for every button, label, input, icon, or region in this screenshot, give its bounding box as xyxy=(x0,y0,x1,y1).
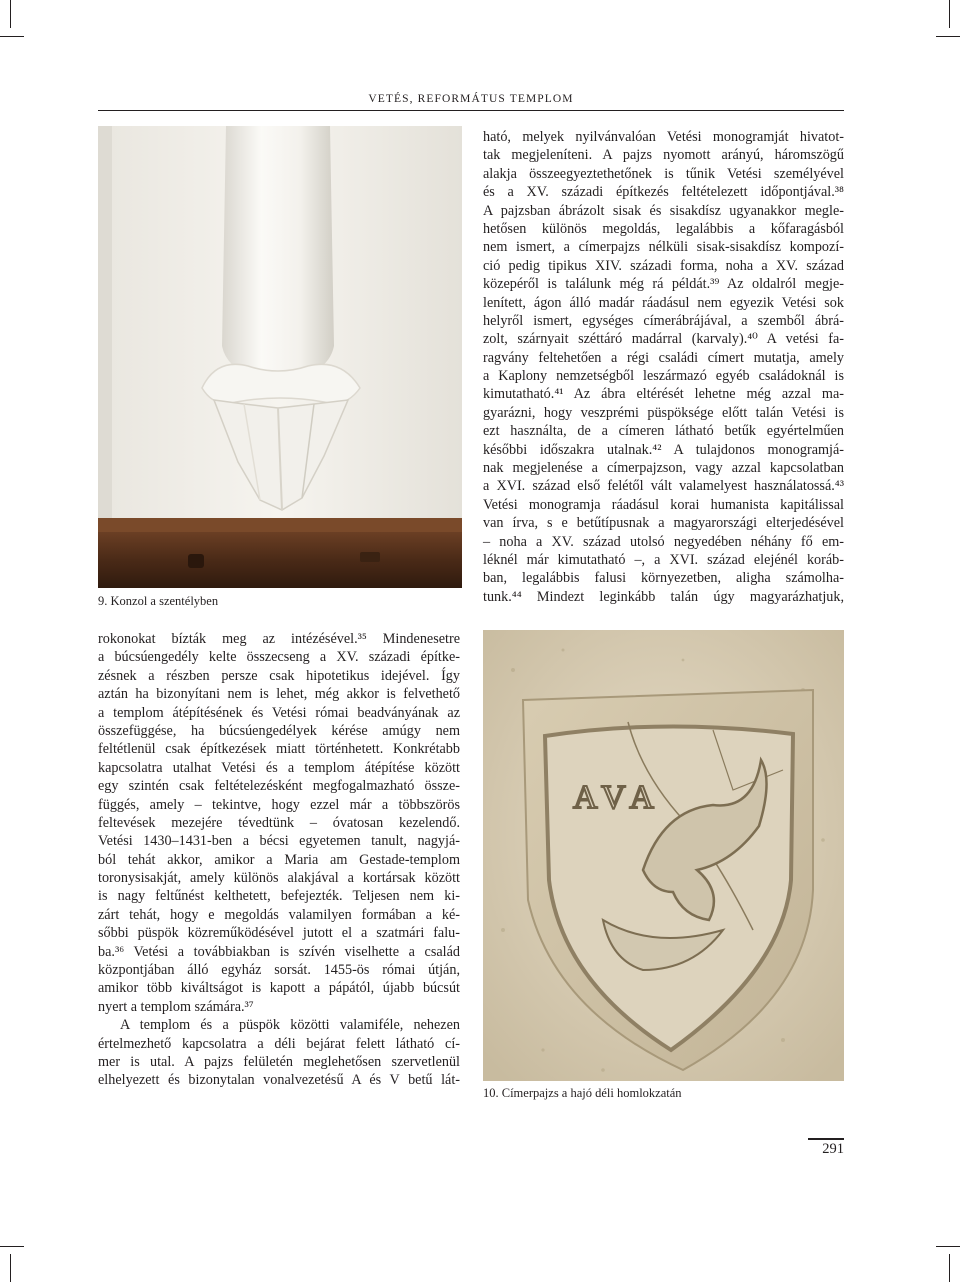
text-line: kimutatható.⁴¹ Az ábra eltérését lehetne még azzal ma- xyxy=(483,386,844,403)
text-line: értelmezhető kapcsolatra a déli bejárat felett látható cí- xyxy=(98,1035,460,1052)
text-line: van írva, s e betűtípusnak a magyarországi elterjedésével xyxy=(483,515,844,532)
text-line: ba.³⁶ Vetési a továbbiakban is szívén viselhette a család xyxy=(98,943,460,960)
text-line: ból tehát akkor, amikor a Maria am Gestade-templom xyxy=(98,851,460,868)
text-line: nyert a templom számára.³⁷ xyxy=(98,998,254,1015)
crop-mark-bottom-right xyxy=(949,1254,950,1282)
folio-rule xyxy=(808,1138,844,1140)
text-line: ban, legalábbis falusi környezetben, aligha számolha- xyxy=(483,570,844,587)
text-line: A pajzsban ábrázolt sisak és sisakdísz ugyanakkor megle- xyxy=(483,202,844,219)
text-line: a XVI. század első felétől vált valamelyest használatossá.⁴³ xyxy=(483,478,844,495)
text-line: összefüggése, ha búcsúengedélyek kérése amúgy nem xyxy=(98,722,460,739)
text-line: függés, amely – tekintve, hogy ezzel már a többszörös xyxy=(98,796,460,813)
text-line: zolt, szárnyait széttáró madárral (karvaly).⁴⁰ A vetési fa- xyxy=(483,331,844,348)
text-line: kapcsolatra utalhat Vetési és a templom átépítése között xyxy=(98,759,460,776)
crop-mark-top-left xyxy=(10,0,11,28)
text-line: ható, melyek nyilvánvalóan Vetési monogramját hivatot- xyxy=(483,129,844,145)
text-line: feltétlenül csak építkezések miatt történhetett. Konkrétabb xyxy=(98,741,460,758)
text-line: zésnek a részben persze csak hipotetikus idejével. Így xyxy=(98,667,460,684)
text-line: helyről ismert, egységes címerábrájával, a szemből ábrá- xyxy=(483,312,844,329)
text-line: későbbi időszakra utalnak.⁴² A tulajdonos monogramjá- xyxy=(483,441,844,458)
text-line: aztán ha bizonyítani nem is lehet, még akkor is felvethető xyxy=(98,686,460,703)
figure-10-caption: 10. Címerpajzs a hajó déli homlokzatán xyxy=(483,1086,682,1100)
text-line: rokonokat bízták meg az intézésével.³⁵ Mindenesetre xyxy=(98,631,460,647)
crop-mark-bottom-left xyxy=(10,1254,11,1282)
coat-of-arms-illustration xyxy=(483,630,844,1081)
text-line: gyarázni, hogy veszprémi püspöksége előtt talán Vetési is xyxy=(483,404,844,421)
console-illustration xyxy=(98,126,462,588)
text-line: léknél már kimutatható –, a XVI. század elejénél koráb- xyxy=(483,551,844,568)
text-line: feltevések mezejére tévedtünk – óvatosan kezelendő. xyxy=(98,814,460,831)
figure-console-photo xyxy=(98,126,462,588)
text-line: a búcsúengedély kelte összecseng a XV. századi építke- xyxy=(98,649,460,666)
page-number: 291 xyxy=(822,1141,844,1157)
text-line: ezt használta, de a címeren látható betűk egyértelműen xyxy=(483,423,844,440)
text-line: zárt tehát, hogy e megoldás valamilyen formában a ké- xyxy=(98,906,460,923)
text-line: is nagy feltűnést kelthetett, befejezték. Teljesen nem ki- xyxy=(98,888,460,905)
crop-mark-bottom-left-h xyxy=(0,1246,24,1247)
text-line: A templom és a püspök közötti valamiféle, nehezen xyxy=(120,1017,460,1034)
text-line: ragvány feltehetően a régi családi címert mutatja, amely xyxy=(483,349,844,366)
crop-mark-top-right-h xyxy=(936,36,960,37)
text-line: – noha a XV. század utolsó negyedében néhány fő em- xyxy=(483,533,844,550)
text-line: toronysisakját, amely különös alakjával a kortársak között xyxy=(98,870,460,887)
text-line: elhelyezett és bizonytalan vonalvezetésű A és V betű lát- xyxy=(98,1072,460,1089)
figure-9-caption: 9. Konzol a szentélyben xyxy=(98,594,219,608)
text-line: tak megjeleníteni. A pajzs nyomott arányú, háromszögű xyxy=(483,147,844,164)
text-line: Vetési monogramja ráadásul korai humanista kapitálissal xyxy=(483,496,844,513)
text-line: alakja összeegyeztethetőnek is tűnik Vetési személyével xyxy=(483,165,844,182)
running-head: VETÉS, REFORMÁTUS TEMPLOM xyxy=(368,93,574,105)
text-line: nak megjelenése a címerpajzson, vagy azzal kapcsolatban xyxy=(483,460,844,477)
body-text-right-column xyxy=(483,128,844,606)
text-line: központjában álló egyház sorsát. 1455-ös római útján, xyxy=(98,962,460,979)
text-line: ció pedig tipikus XIV. századi forma, noha a XV. század xyxy=(483,257,844,274)
shield-monogram: AVA xyxy=(573,779,662,816)
text-line: tunk.⁴⁴ Mindezt leginkább talán úgy magyarázhatjuk, xyxy=(483,588,844,605)
text-line: és a XV. századi építkezés feltételezett időpontjával.³⁸ xyxy=(483,184,844,201)
text-line: egy szintén csak feltételezésként megfogalmazható össze- xyxy=(98,778,460,795)
text-line: amikor több kiváltságot is kapott a pápától, újabb búcsút xyxy=(98,980,460,997)
text-line: Vetési 1430–1431-ben a bécsi egyetemen tanult, nagyjá- xyxy=(98,833,460,850)
body-text-left-column xyxy=(98,630,460,1090)
crop-mark-top-right xyxy=(949,0,950,28)
text-line: nem ismert, a címerpajzs nélküli sisak-sisakdísz kompozí- xyxy=(483,239,844,256)
figure-coat-of-arms-photo xyxy=(483,630,844,1081)
crop-mark-bottom-right-h xyxy=(936,1246,960,1247)
text-line: a templom átépítésének és Vetési római beadványának az xyxy=(98,704,460,721)
text-line: sőbbi püspök közreműködésével jutott el a szatmári falu- xyxy=(98,925,460,942)
text-line: mer is utal. A pajzs felületén meglehetősen szervetlenül xyxy=(98,1053,460,1070)
text-line: a Kaplony nemzetségből leszármazó egyéb családoknál is xyxy=(483,368,844,385)
header-rule xyxy=(98,110,844,111)
text-line: hetősen különös megoldás, legalábbis a kőfaragásból xyxy=(483,220,844,237)
crop-mark-top-left-h xyxy=(0,36,24,37)
text-line: lenített, ágon álló madár ráadásul nem egyezik Vetési sok xyxy=(483,294,844,311)
text-line: közepéről is találunk még rá példát.³⁹ Az oldalról megje- xyxy=(483,276,844,293)
